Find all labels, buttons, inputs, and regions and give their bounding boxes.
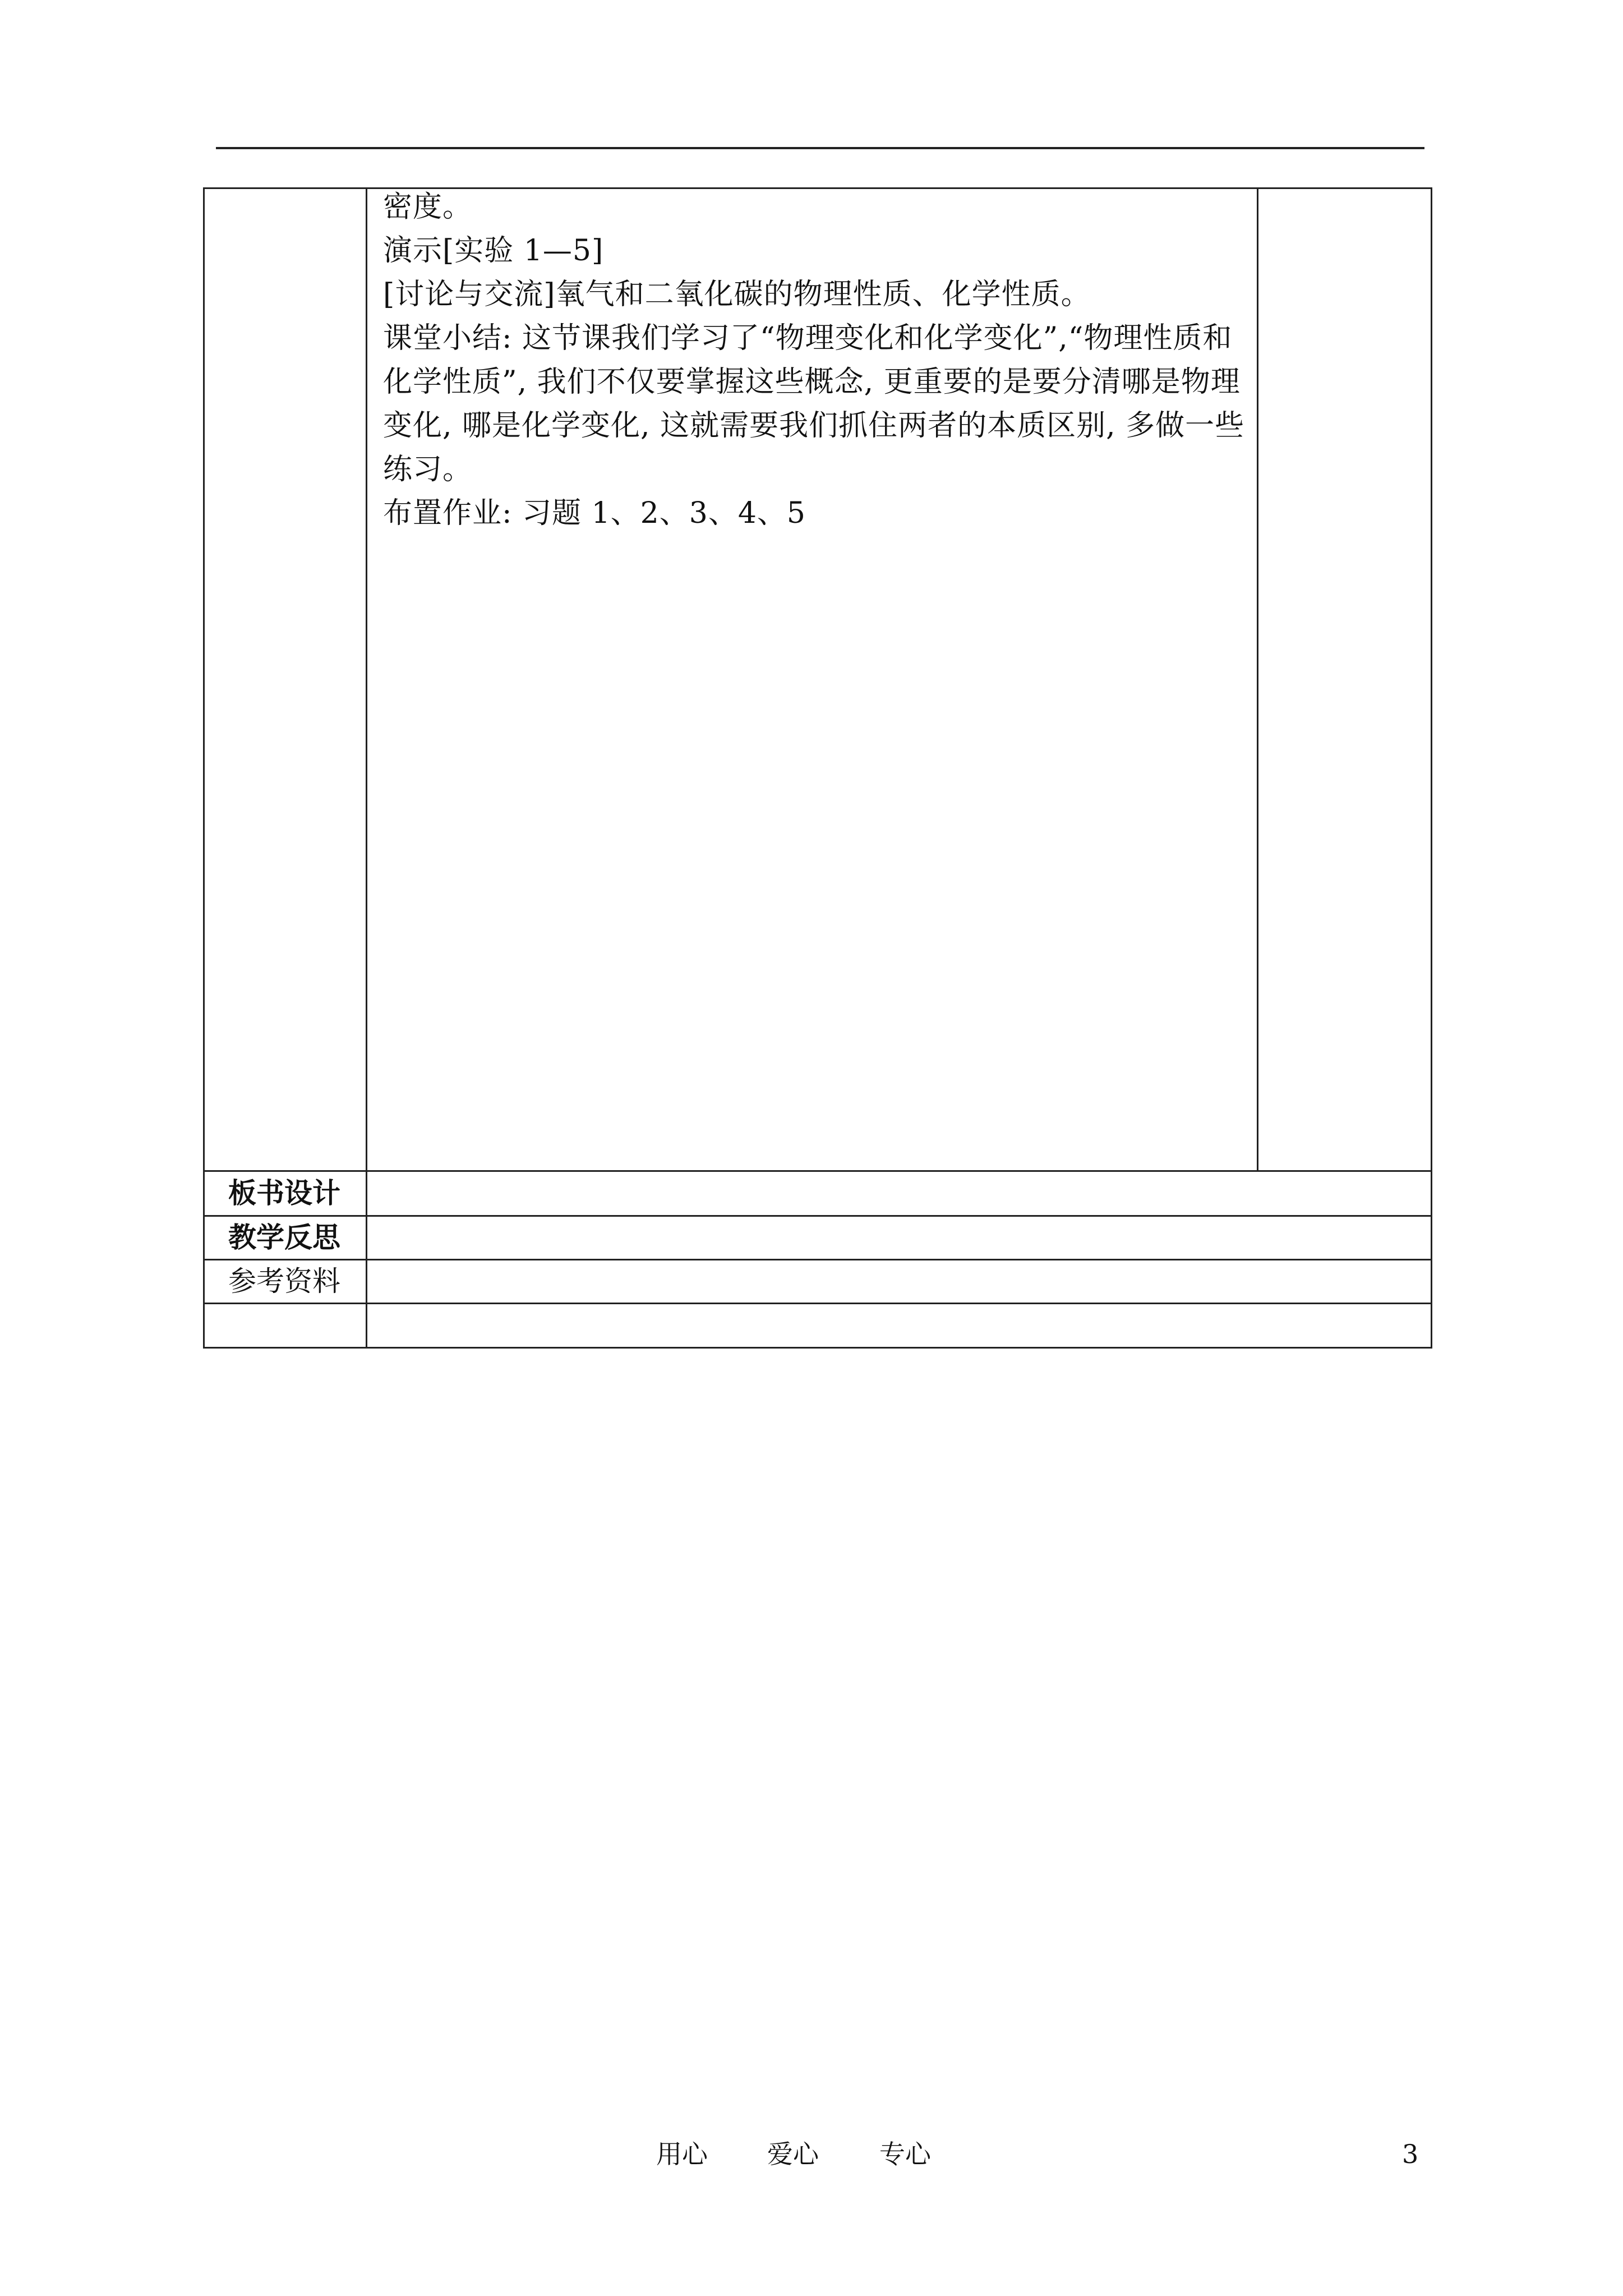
content-line: 练习。 [383, 453, 473, 486]
content-line: [讨论与交流]氧气和二氧化碳的物理性质、化学性质。 [383, 278, 1091, 311]
lesson-content [383, 185, 1258, 535]
content-line: 密度。 [383, 190, 473, 224]
footer-motto-1: 用心 [656, 2139, 708, 2169]
board-design-label: 板书设计 [228, 1176, 340, 1209]
content-line: 变化, 哪是化学变化, 这就需要我们抓住两者的本质区别, 多做一些 [383, 409, 1245, 443]
table-col-divider [366, 187, 367, 1349]
footer-motto-3: 专心 [879, 2139, 931, 2169]
table-border-right [1431, 187, 1432, 1349]
content-line: 演示[实验 1—5] [383, 234, 604, 268]
content-line: 布置作业: 习题 1、2、3、4、5 [383, 496, 806, 530]
teaching-reflection-label: 教学反思 [228, 1221, 340, 1254]
table-row-divider [203, 1303, 1432, 1304]
table-row-divider [203, 1259, 1432, 1260]
footer-motto-2: 爱心 [767, 2139, 819, 2169]
table-row-divider [203, 1215, 1432, 1217]
content-line: 化学性质”, 我们不仅要掌握这些概念, 更重要的是要分清哪是物理 [383, 365, 1241, 399]
content-line: 课堂小结: 这节课我们学习了“物理变化和化学变化”,“物理性质和 [383, 321, 1233, 355]
reference-label: 参考资料 [228, 1265, 340, 1297]
page-number: 3 [1402, 2139, 1419, 2169]
table-row-divider [203, 1170, 1432, 1172]
table-border-bottom [203, 1347, 1432, 1349]
